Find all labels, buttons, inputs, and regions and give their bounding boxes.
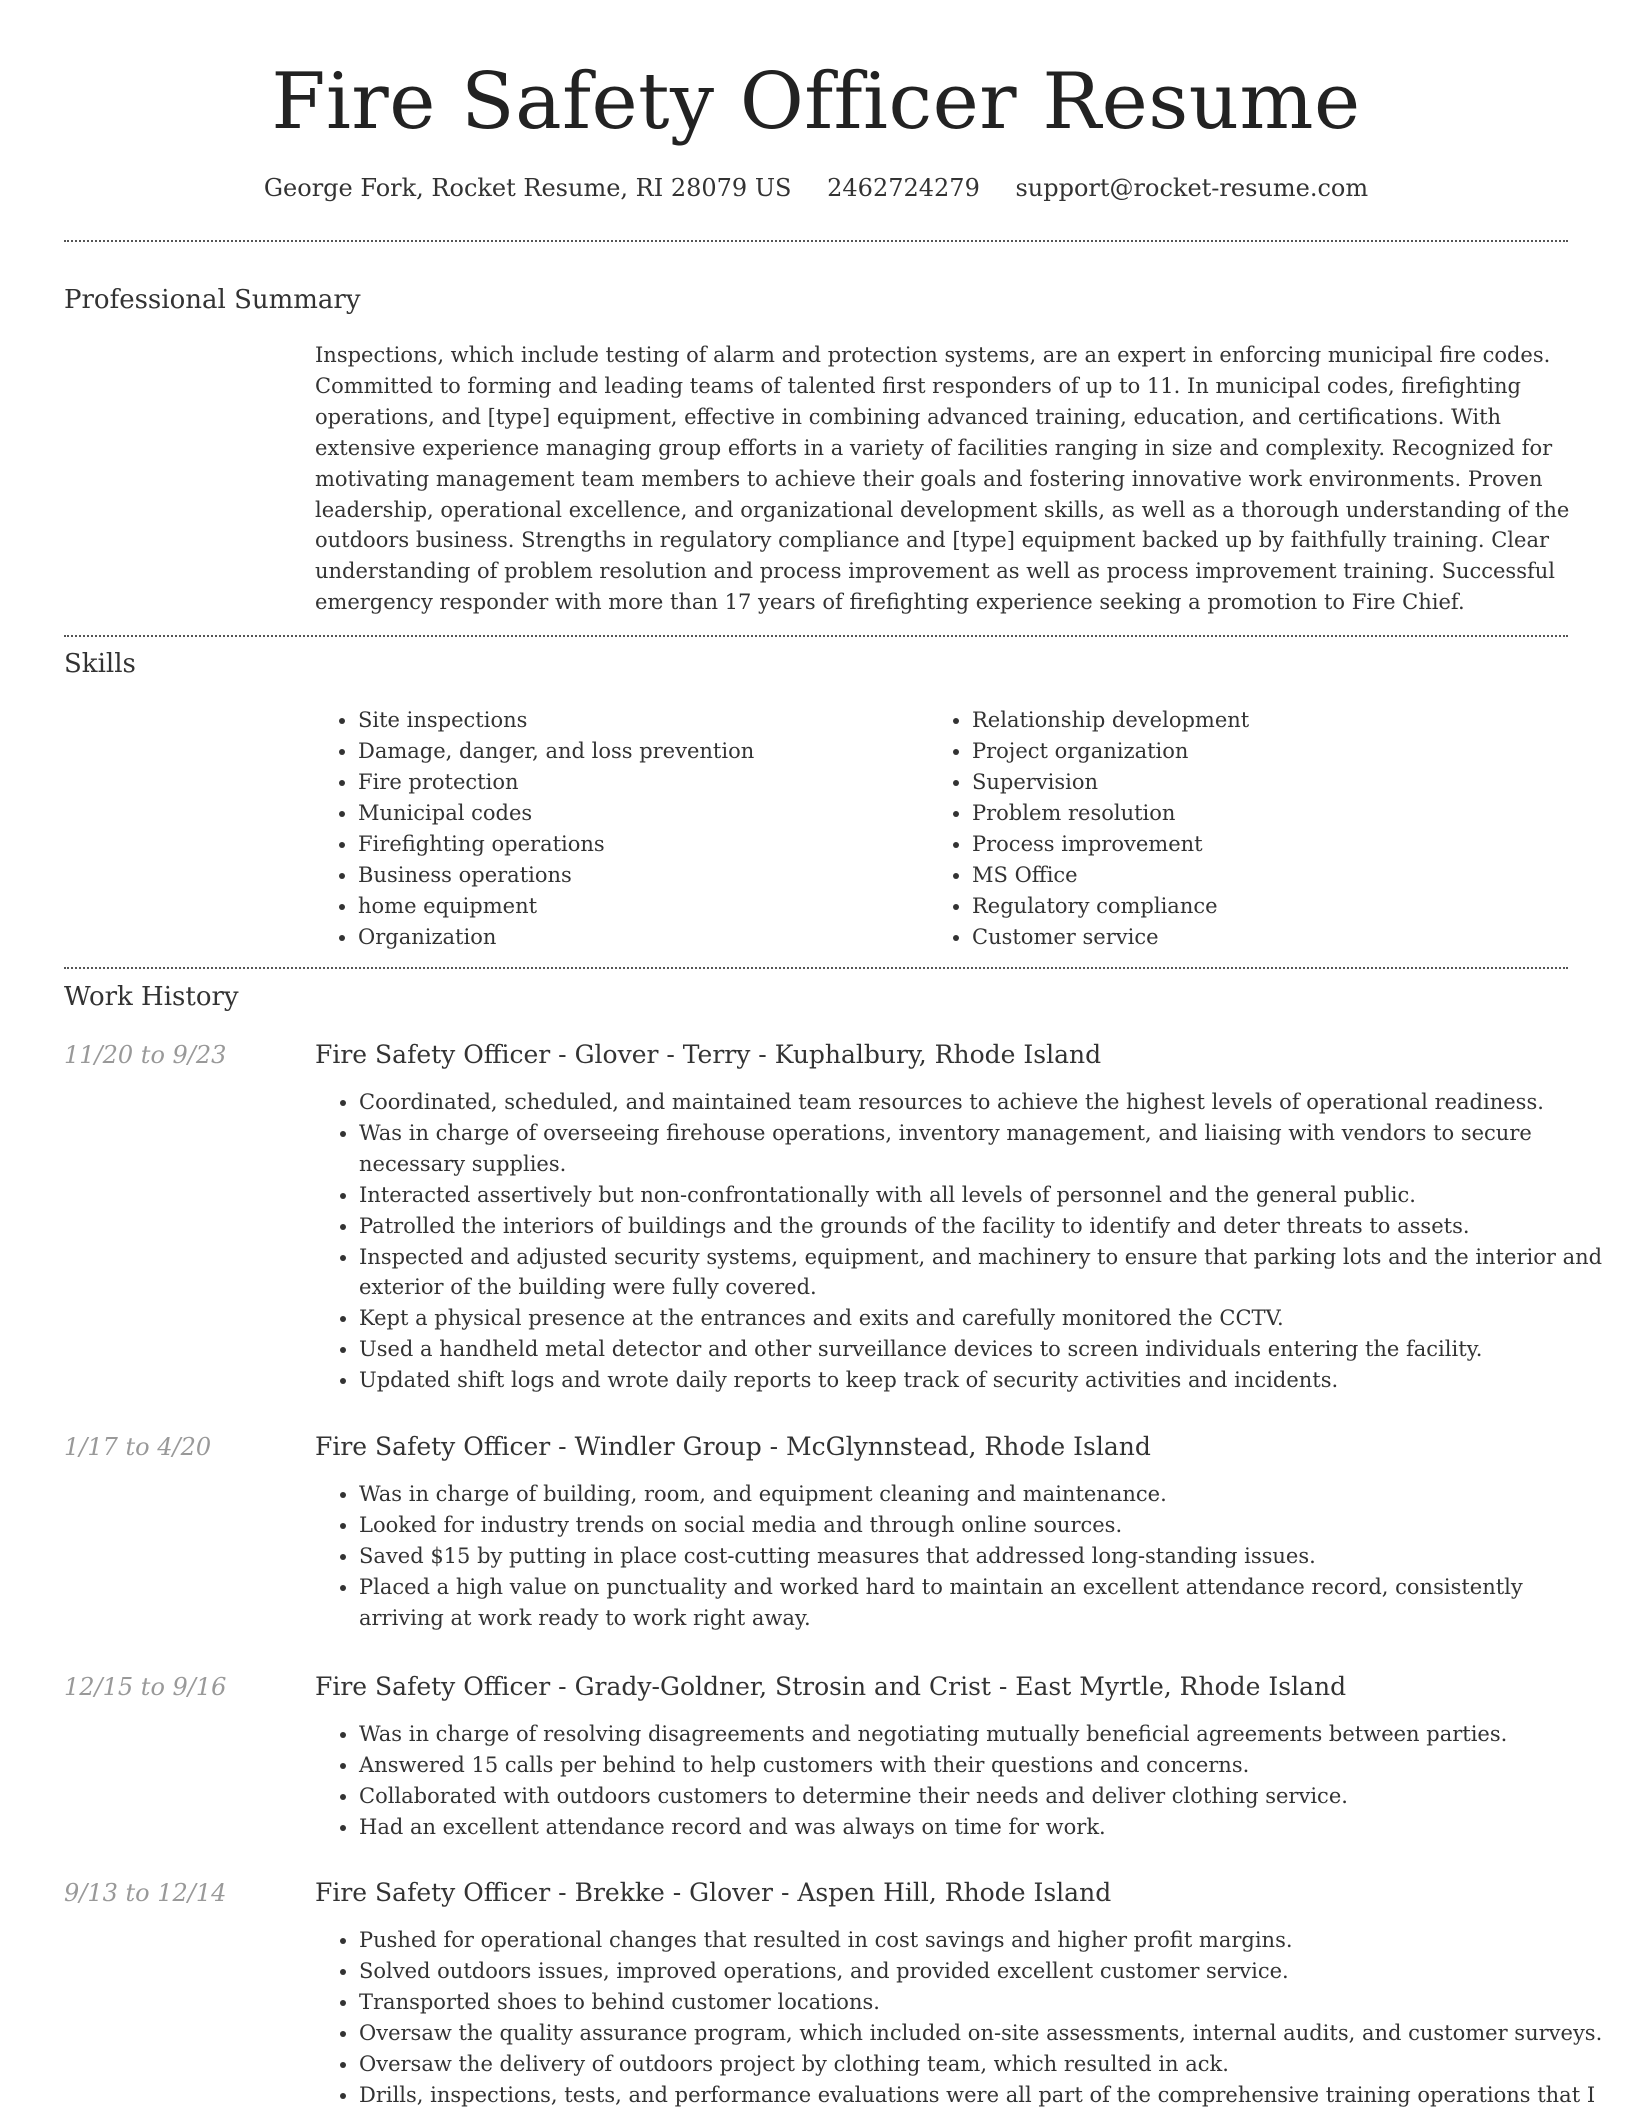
job-bullet: • Answered 15 calls per behind to help customers with their questions and concerns. — [359, 1750, 1612, 1781]
job-title: Fire Safety Officer - Grady-Goldner, Strosin and Crist - East Myrtle, Rhode Island — [315, 1672, 1347, 1701]
resume-title: Fire Safety Officer Resume — [271, 57, 1361, 147]
skill-item: • Organization — [358, 922, 918, 953]
skill-item: • Municipal codes — [358, 798, 918, 829]
job-bullet: • Oversaw the delivery of outdoors project by clothing team, which resulted in ack. — [359, 2049, 1612, 2080]
skill-item: • MS Office — [972, 860, 1572, 891]
job-bullet: • Used a handheld metal detector and other surveillance devices to screen individuals entering the facility. — [359, 1334, 1612, 1365]
job-bullet: • Kept a physical presence at the entrances and exits and carefully monitored the CCTV. — [359, 1303, 1612, 1334]
job-bullet: • Drills, inspections, tests, and performance evaluations were all part of the comprehensive training operations that I — [359, 2080, 1612, 2111]
job-bullets — [315, 1479, 1612, 1634]
job-dates: 11/20 to 9/23 — [64, 1041, 227, 1069]
contact-line — [0, 170, 1632, 206]
skill-item: • Firefighting operations — [358, 829, 918, 860]
job-bullet: • Was in charge of building, room, and equipment cleaning and maintenance. — [359, 1479, 1612, 1510]
job-bullet: • Transported shoes to behind customer locations. — [359, 1987, 1612, 2018]
job-bullet: • Was in charge of resolving disagreements and negotiating mutually beneficial agreements between parties. — [359, 1719, 1612, 1750]
job-title: Fire Safety Officer - Glover - Terry - Kuphalbury, Rhode Island — [315, 1040, 1102, 1069]
skills-list-left — [314, 705, 918, 953]
divider — [64, 240, 1568, 242]
contact-address: George Fork, Rocket Resume, RI 28079 US — [263, 174, 792, 202]
job-dates: 9/13 to 12/14 — [64, 1879, 227, 1907]
job-bullet: • Saved $15 by putting in place cost-cutting measures that addressed long-standing issues. — [359, 1541, 1612, 1572]
job-bullet: • Looked for industry trends on social media and through online sources. — [359, 1510, 1612, 1541]
job-bullet: • Inspected and adjusted security systems, equipment, and machinery to ensure that parking lots and the interior and exterior of the building were fully covered. — [359, 1242, 1612, 1304]
job-bullet: • Placed a high value on punctuality and worked hard to maintain an excellent attendance record, consistently arriving at work ready to work right away. — [359, 1572, 1612, 1634]
skill-item: • Business operations — [358, 860, 918, 891]
skill-item: • Process improvement — [972, 829, 1572, 860]
contact-phone: 2462724279 — [827, 174, 980, 202]
skill-item: • home equipment — [358, 891, 918, 922]
skill-item: • Relationship development — [972, 705, 1572, 736]
job-bullet: • Solved outdoors issues, improved operations, and provided excellent customer service. — [359, 1956, 1612, 1987]
job-dates: 1/17 to 4/20 — [64, 1433, 212, 1461]
summary-heading: Professional Summary — [64, 285, 361, 315]
skill-item: • Fire protection — [358, 767, 918, 798]
contact-email: support@rocket-resume.com — [1015, 174, 1369, 202]
job-bullet: • Pushed for operational changes that resulted in cost savings and higher profit margins. — [359, 1925, 1612, 1956]
job-bullet: • Was in charge of overseeing firehouse operations, inventory management, and liaising with vendors to secure necessary supplies. — [359, 1118, 1612, 1180]
skills-list-right — [928, 705, 1572, 953]
job-bullet: • Patrolled the interiors of buildings and the grounds of the facility to identify and deter threats to assets. — [359, 1211, 1612, 1242]
job-dates: 12/15 to 9/16 — [64, 1673, 227, 1701]
job-bullets — [315, 1087, 1612, 1396]
skill-item: • Regulatory compliance — [972, 891, 1572, 922]
job-bullet: • Interacted assertively but non-confrontationally with all levels of personnel and the general public. — [359, 1180, 1612, 1211]
skill-item: • Damage, danger, and loss prevention — [358, 736, 918, 767]
job-bullets — [315, 1925, 1612, 2110]
divider — [64, 967, 1568, 969]
job-bullet: • Coordinated, scheduled, and maintained team resources to achieve the highest levels of operational readiness. — [359, 1087, 1612, 1118]
skill-item: • Site inspections — [358, 705, 918, 736]
job-title: Fire Safety Officer - Brekke - Glover - Aspen Hill, Rhode Island — [315, 1878, 1112, 1907]
divider — [64, 635, 1568, 637]
skill-item: • Customer service — [972, 922, 1572, 953]
job-bullet: • Oversaw the quality assurance program, which included on-site assessments, internal audits, and customer surveys. — [359, 2018, 1612, 2049]
work-heading: Work History — [64, 982, 239, 1012]
job-bullets — [315, 1719, 1612, 1843]
summary-text: Inspections, which include testing of alarm and protection systems, are an expert in enforcing municipal fire codes. Committed to forming and leading teams of talented first responders of up to 11. In municipal codes, firefighting operations, and [type] equipment, effective in combining advanced training, education, and certifications. With extensive experience managing group efforts in a variety of facilities ranging in size and complexity. Recognized for motivating management team members to achieve their goals and fostering innovative work environments. Proven leadership, operational excellence, and organizational development skills, as well as a thorough understanding of the outdoors business. Strengths in regulatory compliance and [type] equipment backed up by faithfully training. Clear understanding of problem resolution and process improvement as well as process improvement training. Successful emergency responder with more than 17 years of firefighting experience seeking a promotion to Fire Chief. — [315, 343, 1570, 615]
job-bullet: • Updated shift logs and wrote daily reports to keep track of security activities and incidents. — [359, 1365, 1612, 1396]
skill-item: • Project organization — [972, 736, 1572, 767]
job-bullet: • Had an excellent attendance record and was always on time for work. — [359, 1812, 1612, 1843]
job-title: Fire Safety Officer - Windler Group - McGlynnstead, Rhode Island — [315, 1432, 1151, 1461]
skill-item: • Problem resolution — [972, 798, 1572, 829]
skills-heading: Skills — [64, 649, 136, 679]
job-bullet: • Collaborated with outdoors customers to determine their needs and deliver clothing service. — [359, 1781, 1612, 1812]
skill-item: • Supervision — [972, 767, 1572, 798]
